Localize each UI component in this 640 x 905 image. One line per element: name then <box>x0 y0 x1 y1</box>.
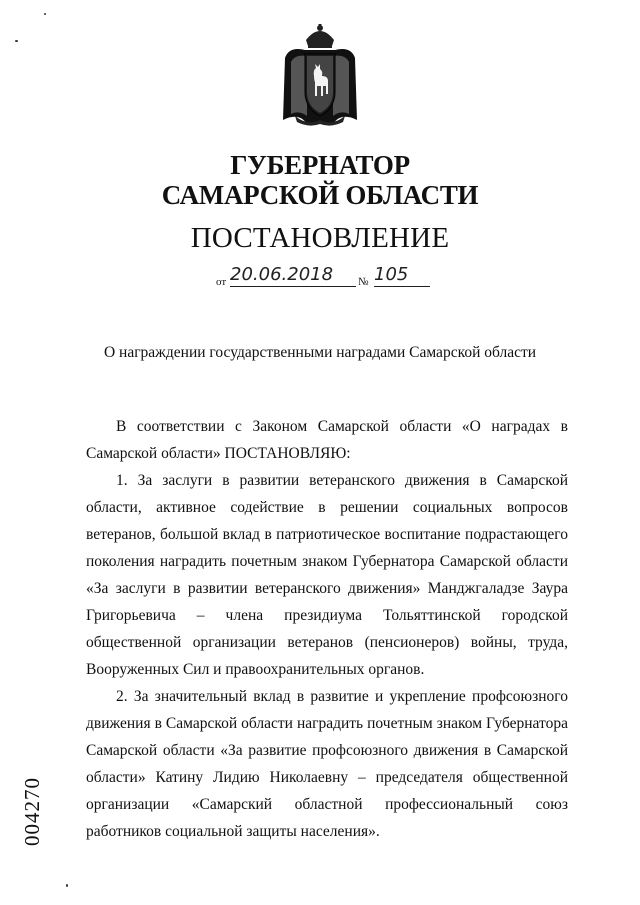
document-body <box>86 413 568 845</box>
samara-coat-of-arms-icon <box>281 24 359 126</box>
date-prefix: от <box>216 276 227 288</box>
item-2-paragraph: 2. За значительный вклад в развитие и укрепление профсоюзного движения в Самарской области наградить почетным знаком Губернатора Самарской области «За развитие профсоюзного движения в Самарской области» Катину Лидию Николаевну – председателя общественной организации «Самарский областной профессиональный союз работников социальной защиты населения». <box>86 688 568 840</box>
issuer-title-line2: САМАРСКОЙ ОБЛАСТИ <box>161 180 479 210</box>
issuer-title-line1: ГУБЕРНАТОР <box>230 150 410 180</box>
handwritten-date: 20.06.2018 <box>230 264 356 287</box>
number-prefix: № <box>358 276 369 288</box>
side-serial-number: 004270 <box>20 777 44 846</box>
preamble-paragraph: В соответствии с Законом Самарской области «О наградах в Самарской области» ПОСТАНОВЛЯЮ: <box>86 418 568 462</box>
scan-speck <box>44 13 46 15</box>
document-subject: О награждении государственными наградами Самарской области <box>103 344 537 361</box>
item-1-paragraph: 1. За заслуги в развитии ветеранского движения в Самарской области, активное содействие в решении социальных вопросов ветеранов, большой вклад в патриотическое воспитание подрастающего поколения наградить почетным знаком Губернатора Самарской области «За заслуги в развитии ветеранского движения» Манджгаладзе Заура Григорьевича – члена президиума Тольяттинской городской общественной организации ветеранов (пенсионеров) войны, труда, Вооруженных Сил и правоохранительных органов. <box>86 472 568 678</box>
handwritten-number: 105 <box>374 264 430 287</box>
scan-speck <box>66 884 68 887</box>
scan-speck <box>15 40 18 42</box>
document-type: ПОСТАНОВЛЕНИЕ <box>190 222 450 254</box>
